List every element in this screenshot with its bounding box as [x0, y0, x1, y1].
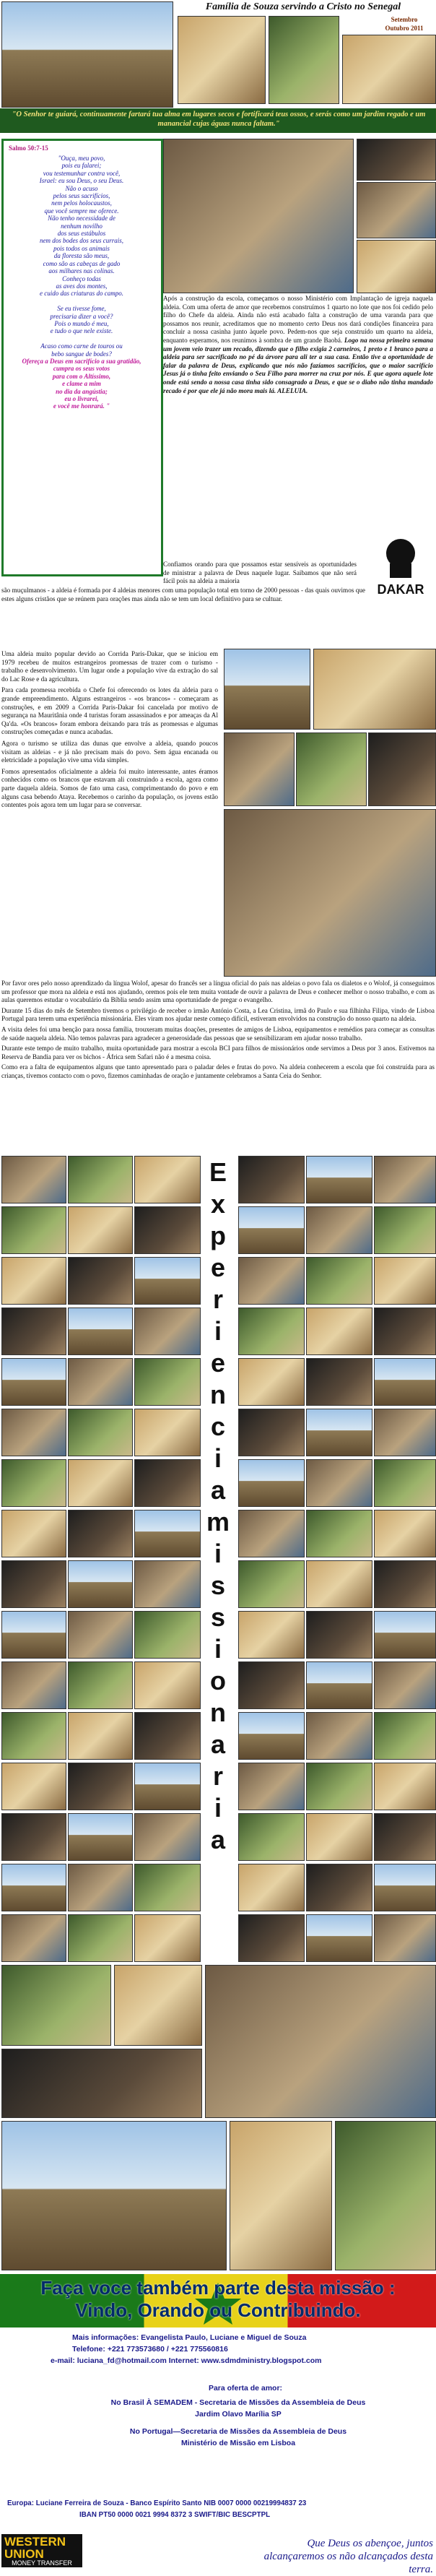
photo-chief-group	[224, 809, 436, 977]
collage-photo	[134, 1358, 201, 1406]
collage-photo	[238, 1358, 305, 1406]
collage-photo	[134, 1864, 201, 1911]
collage-photo	[306, 1156, 372, 1203]
collage-photo	[68, 1914, 133, 1962]
collage-photo	[68, 1459, 133, 1507]
article3-p3: A visita deles foi uma benção para nossa família, trouxeram muitas doações, presentes de amigos de Lisboa, equipamentos e remédios para começar as consultas de saúde naquela aldeia. Não temos palavras para agradecer a generosidade das pessoas que se sensibilizaram em ajudar nosso trabalho.	[1, 1025, 435, 1042]
experiencia-letter: i	[214, 1443, 222, 1473]
collage-photo	[306, 1308, 372, 1355]
collage-photo	[374, 1712, 436, 1760]
collage-photo	[306, 1611, 372, 1659]
header-photo-tree	[269, 16, 339, 104]
collage-photo	[68, 1257, 133, 1305]
collage-photo	[238, 1459, 305, 1507]
collage-photo	[306, 1459, 372, 1507]
internet-label: Internet:	[168, 2356, 199, 2365]
collage-photo	[134, 1459, 201, 1507]
collage-photo	[238, 1510, 305, 1557]
collage-photo	[374, 1459, 436, 1507]
collage-photo	[374, 1864, 436, 1911]
collage-photo	[238, 1156, 305, 1203]
collage-photo	[374, 1156, 436, 1203]
article2-p2: Para cada promessa recebida o Chefe foi oferecendo os lotes da aldeia para o grande empreendimento. Alguns estrangeiros - «os brancos» - começaram as construções, e em 2009 a Corrida Paris-Dakar foi cancelada por motivo de segurança na Mauritânia onde 4 turistas foram assassinados e por ameaças da Al Qa'da. «Os brancos» foram embora deixando para trás as promessas e algumas construções começadas e nunca acabadas.	[1, 686, 218, 736]
collage-photo	[1, 1308, 66, 1355]
collage-photo	[1, 1156, 66, 1203]
collage-photo	[306, 1712, 372, 1760]
portugal-info: No Portugal—Secretaria de Missões da Assembleia de Deus	[129, 2427, 347, 2436]
phone-label: Telefone:	[72, 2345, 105, 2354]
collage-photo	[306, 1763, 372, 1810]
collage-photo	[68, 1156, 133, 1203]
collage-photo	[306, 1206, 372, 1254]
collage-photo	[374, 1510, 436, 1557]
collage-photo	[134, 1712, 201, 1760]
photo-dunes	[224, 649, 310, 730]
collage-photo	[1, 1763, 66, 1810]
experiencia-letter: i	[214, 1793, 222, 1823]
collage-photo	[134, 1560, 201, 1608]
collage-photo	[1, 1813, 66, 1861]
newsletter-title: Família de Souza servindo a Cristo no Senegal	[205, 1, 401, 12]
collage-photo	[68, 1611, 133, 1659]
photo-family-2	[357, 182, 436, 238]
collage-photo	[306, 1661, 372, 1709]
iban-info: IBAN PT50 0000 0021 9994 8372 3 SWIFT/BIC BESCPTPL	[79, 2511, 271, 2519]
collage-photo	[374, 1763, 436, 1810]
collage-photo	[68, 1661, 133, 1709]
collage-photo	[1, 1560, 66, 1608]
experiencia-letter: m	[206, 1507, 230, 1536]
collage-photo	[374, 1206, 436, 1254]
phone-number[interactable]: +221 773573680 / +221 775560816	[107, 2345, 228, 2354]
collage-photo	[374, 1813, 436, 1861]
collage-photo	[68, 1813, 133, 1861]
collage-photo	[134, 1763, 201, 1810]
photo-children-2	[1, 2049, 202, 2118]
contacts-label: Mais informações:	[72, 2333, 139, 2342]
collage-photo	[1, 1459, 66, 1507]
experiencia-letter: i	[214, 1634, 222, 1664]
experiencia-letter: r	[212, 1284, 223, 1314]
collage-photo	[306, 1864, 372, 1911]
western-union-title: WESTERN UNION	[4, 2535, 66, 2561]
experiencia-letter: s	[210, 1570, 226, 1600]
contacts-line	[72, 2333, 433, 2342]
collage-photo	[374, 1308, 436, 1355]
collage-photo	[238, 1712, 305, 1760]
dakar-label: DAKAR	[377, 582, 424, 597]
join-mission-text: Faça voce também parte desta missão : Vindo, Orando ou Contribuindo.	[40, 2277, 396, 2321]
collage-photo	[306, 1257, 372, 1305]
article3-p5: Como era a falta de equipamentos alguns que tanto apresentado para o paladar deles e frutas do povo. Na aldeia conhecerem a escola que foi construída para as crianças, tivemos contacto com o povo, fizemos caminhadas de oração e juntamente celebramos a Santa Ceia do Senhor.	[1, 1063, 435, 1079]
collage-photo	[1, 1712, 66, 1760]
psalm-text	[7, 155, 156, 410]
western-union-subtitle: MONEY TRANSFER	[12, 2559, 72, 2567]
collage-photo	[374, 1257, 436, 1305]
collage-photo	[374, 1560, 436, 1608]
experiencia-letter: s	[210, 1602, 226, 1632]
collage-photo	[134, 1308, 201, 1355]
internet-link[interactable]: www.sdmdministry.blogspot.com	[201, 2356, 322, 2365]
experiencia-letter: E	[209, 1157, 227, 1187]
experiencia-letter: r	[212, 1761, 223, 1791]
article1-p2: Logo na nossa primeira semana um jovem veio trazer um recado, dizendo que o filho exigia 2 carneiros, 1 preto e 1 branco para a aldeia para ser sacrificado no pé da árvore para ali ter a sua casa. Então tive a oportunidade de falar da palavra de Deus, explicando que nós não fazíamos sacrifícios, que o maior sacrifício Jesus já o tinha feito enviando o Seu Filho para morrer na cruz por nós. E que agora aquele lote onde está sendo a nossa casa tinha sido consagrado a Deus, e que se o diabo não tinha mandado recado é por que ele já não mora mais lá. ALELUIA.	[163, 336, 434, 394]
article1-p1: Após a construção da escola, começamos o nosso Ministério com Implantação de igreja naquela aldeia. Com uma oferta de amor que recebemos construímos 1 quarto no lote que nos foi cedido pelo filho do Chefe da aldeia. Ainda não está acabado falta a construção de uma varanda para que possamos nos reunir, acreditamos que no momento certo Deus nos dará condições financeira para concluir a nossa casinha junto àquele povo. Pedem-nos que seja construído um quarto na aldeia, enquanto esperamos, nos reunimos à sombra de um grande Baobá.	[163, 295, 433, 344]
article3-p1: Por favor ores pelo nosso aprendizado da língua Wolof, apesar do francês ser a língua oficial do país nas aldeias o povo fala os dialetos e o Wolof, já conseguimos um professor que mora na aldeia e está nos ajudando, oremos pois ele tem muita vontade de ouvir a palavra de Deus e conhecer melhor o nosso trabalho, e com as aulas queremos estudar o vocabulário da Bíblia sendo assim uma oportunidade de pregar o evangelho.	[1, 980, 435, 1004]
contacts-names: Evangelista Paulo, Luciane e Miguel de Souza	[141, 2333, 307, 2342]
photo-mission-team	[1, 2121, 227, 2270]
collage-photo	[134, 1206, 201, 1254]
collage-photo	[238, 1206, 305, 1254]
collage-photo	[134, 1661, 201, 1709]
collage-photo	[306, 1560, 372, 1608]
collage-photo	[306, 1358, 372, 1406]
collage-photo	[134, 1409, 201, 1456]
collage-photo	[238, 1409, 305, 1456]
collage-photo	[134, 1813, 201, 1861]
header-photo-village	[178, 16, 266, 104]
collage-photo	[1, 1358, 66, 1406]
article3-text	[1, 980, 435, 1081]
collage-photo	[238, 1611, 305, 1659]
collage-photo	[374, 1914, 436, 1962]
collage-photo	[68, 1712, 133, 1760]
article1-p3: Confiamos orando para que possamos estar sensíveis as oportunidades de ministrar a palavra de Deus naquele lugar. Saibamos que não será fácil pois na aldeia a maioria	[163, 561, 357, 585]
experiencia-letter: i	[214, 1316, 222, 1346]
collage-photo	[238, 1257, 305, 1305]
collage-photo	[68, 1864, 133, 1911]
blessing-signoff: Que Deus os abençoe, juntos alcançaremos os não alcançados desta terra.	[263, 2538, 433, 2575]
photo-visitors	[230, 2121, 332, 2270]
collage-photo	[306, 1510, 372, 1557]
collage-photo	[1, 1914, 66, 1962]
photo-field-1	[1, 1965, 111, 2046]
collage-photo	[238, 1661, 305, 1709]
experiencia-letter: p	[210, 1221, 226, 1250]
photo-group-large	[205, 1965, 436, 2118]
collage-photo	[238, 1560, 305, 1608]
photo-family-1	[357, 139, 436, 181]
collage-photo	[68, 1510, 133, 1557]
email-line	[51, 2356, 433, 2365]
collage-photo	[238, 1813, 305, 1861]
collage-photo	[134, 1156, 201, 1203]
collage-photo	[374, 1661, 436, 1709]
collage-photo	[306, 1813, 372, 1861]
photo-landscape	[335, 2121, 436, 2270]
header-photo-baobab	[1, 1, 173, 108]
header-photo-house	[342, 35, 436, 104]
article1-text	[163, 295, 433, 395]
photo-field-2	[114, 1965, 202, 2046]
collage-photo	[134, 1257, 201, 1305]
collage-photo	[238, 1308, 305, 1355]
issue-month: Setembro	[391, 16, 418, 23]
collage-photo	[238, 1914, 305, 1962]
photo-people	[368, 732, 436, 806]
psalm-reference: Salmo 50:7-15	[9, 144, 48, 152]
article2-text	[1, 650, 218, 810]
verse-text: "O Senhor te guiará, continuamente fartará tua alma em lugares secos e fortificará teus ossos, e serás como um jardim regado e um manancial cujas águas nunca faltam."	[12, 111, 426, 128]
offer-label: Para oferta de amor:	[208, 2384, 283, 2393]
collage-photo	[68, 1358, 133, 1406]
experiencia-letter: a	[210, 1475, 226, 1505]
experiencia-letter: a	[210, 1825, 226, 1854]
brazil-info: No Brasil À SEMADEM - Secretaria de Missões da Assembleia de Deus	[110, 2398, 366, 2407]
collage-photo	[238, 1864, 305, 1911]
photo-street	[296, 732, 367, 806]
brazil-address: Jardim Olavo Marília SP	[195, 2410, 282, 2419]
photo-family-3	[357, 240, 436, 293]
collage-photo	[68, 1206, 133, 1254]
experiencia-letter: n	[210, 1698, 226, 1727]
collage-photo	[1, 1611, 66, 1659]
experiencia-letter: n	[210, 1380, 226, 1409]
collage-photo	[374, 1409, 436, 1456]
photo-children-group	[163, 139, 354, 293]
collage-photo	[68, 1308, 133, 1355]
collage-photo	[238, 1763, 305, 1810]
collage-photo	[306, 1409, 372, 1456]
collage-photo	[68, 1409, 133, 1456]
psalm-body: "Ouça, meu povo, pois eu falarei; vou testemunhar contra você, Israel: eu sou Deus, o seu Deus. Não o acuso pelos seus sacrifícios, nem pelos holocaustos, que você sempre me oferece. Não tenho necessidade de nenhum novilho dos seus estábulos nem dos bodes dos seus currais, pois todos os animais da floresta são meus, como são as cabeças de gado aos milhares nas colinas. Conheço todas as aves dos montes, e cuido das criaturas do campo. Se eu tivesse fome, precisaria dizer a você? Pois o mundo é meu, e tudo o que nele existe. Acaso como carne de touros ou bebo sangue de bodes?	[39, 155, 124, 358]
experiencia-letter: x	[210, 1189, 226, 1219]
collage-photo	[1, 1257, 66, 1305]
experiencia-letter: a	[210, 1729, 226, 1759]
collage-photo	[1, 1510, 66, 1557]
article3-p2: Durante 15 dias do mês de Setembro tivemos o privilégio de receber o irmão António Costa, a Lea Cristina, irmã do Paulo e sua filhinha Filipa, vindo de Lisboa Portugal para terem uma experiência missionária. Eles viram nos ajudar neste começo difícil, estiveram envolvidos na construção do nosso quarto na aldeia.	[1, 1006, 435, 1023]
article2-p4: Fomos apresentados oficialmente a aldeia foi muito interessante, antes éramos conhecidos como os brancos que estavam ali construindo a escola, agora como parte daquela aldeia. Somos de fato uma casa, comprimentando do povo e em alguns casa bebendo Ataya. Recebemos o carinho da população, os jovens estão contentes pois agora tem um lugar para se conversar.	[1, 767, 218, 809]
portugal-ministry: Ministério de Missão em Lisboa	[180, 2439, 296, 2447]
experiencia-letter: i	[214, 1539, 222, 1568]
article2-p3: Agora o turismo se utiliza das dunas que envolve a aldeia, quando poucos visitam as aldeias - e já não precisam mais do povo. Sem água encanada ou eletricidade a população vive uma vida simples.	[1, 739, 218, 764]
experiencia-letter: c	[210, 1412, 226, 1441]
issue-date: Outubro 2011	[385, 25, 424, 32]
article1-p4: são muçulmanos - a aldeia é formada por 4 aldeias menores com uma população total em torno de 2000 pessoas - das quais ouvimos que estes alguns cristãos que se reúnem para orações mas ainda não se tem um local definitivo para se cultuar.	[1, 587, 365, 602]
collage-photo	[134, 1611, 201, 1659]
photo-market	[224, 732, 295, 806]
photo-women	[313, 649, 436, 730]
experiencia-letter: e	[210, 1348, 226, 1378]
collage-photo	[374, 1358, 436, 1406]
collage-photo	[374, 1611, 436, 1659]
psalm-highlight: Ofereça a Deus em sacrifício a sua gratidão, cumpra os seus votos para com o Altíssimo, e clame a mim no dia da angústia; eu o livrarei, e você me honrará. "	[22, 357, 141, 410]
collage-photo	[68, 1763, 133, 1810]
email-link[interactable]: luciana_fd@hotmail.com	[77, 2356, 167, 2365]
article3-p4: Durante este tempo de muito trabalho, muita oportunidade para mostrar a escola BCI para filhos de missionários onde servimos a Deus por 3 anos. Estivemos na Reserva de Bandia para ver os bichos - África sem Safari não é a mesma coisa.	[1, 1045, 435, 1060]
experiencia-letter: o	[210, 1666, 226, 1695]
email-label: e-mail:	[51, 2356, 75, 2365]
article2-p1: Uma aldeia muito popular devido ao Corrida Paris-Dakar, que se iniciou em 1979 recebeu de muitos estrangeiros promessas de trazer com o turismo - trabalho e desenvolvimento. Um lugar onde a população vive da extração do sal do Lac Rose e da agricultura.	[1, 650, 218, 683]
collage-photo	[1, 1864, 66, 1911]
collage-photo	[1, 1206, 66, 1254]
bank-info: Europa: Luciane Ferreira de Souza - Banco Espírito Santo NIB 0007 0000 00219994837 23	[7, 2499, 307, 2507]
experiencia-letter: e	[210, 1253, 226, 1282]
collage-photo	[1, 1409, 66, 1456]
collage-photo	[306, 1914, 372, 1962]
phone-line	[72, 2345, 433, 2354]
collage-photo	[1, 1661, 66, 1709]
collage-photo	[134, 1510, 201, 1557]
collage-photo	[68, 1560, 133, 1608]
collage-photo	[134, 1914, 201, 1962]
